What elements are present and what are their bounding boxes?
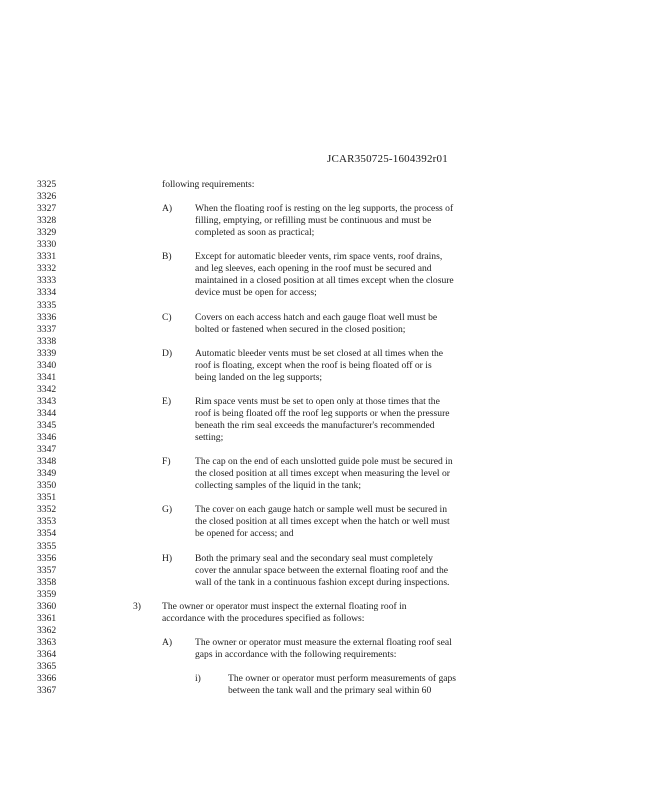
line-number: 3339	[37, 347, 57, 359]
line-text: maintained in a closed position at all times except when the closure	[195, 275, 454, 287]
line-number: 3345	[37, 420, 57, 431]
line-text: beneath the rim seal exceeds the manufacturer's recommended	[195, 420, 435, 431]
line-number: 3325	[37, 179, 57, 190]
line-number: 3343	[37, 395, 57, 407]
line-number: 3364	[37, 648, 57, 660]
line-text: cover the annular space between the external floating roof and the	[195, 564, 449, 576]
line-number: 3359	[37, 588, 57, 600]
line-text: being landed on the leg supports;	[195, 371, 323, 383]
line-number: 3365	[37, 661, 57, 672]
line-number: 3355	[37, 540, 57, 552]
line-text: Both the primary seal and the secondary seal must completely	[195, 552, 433, 564]
item-label: G)	[162, 504, 173, 516]
item-label: E)	[162, 395, 172, 407]
line-text: gaps in accordance with the following requirements:	[195, 648, 397, 660]
line-number: 3347	[37, 444, 57, 456]
line-number: 3348	[37, 456, 57, 468]
line-number: 3366	[37, 673, 57, 685]
line-number: 3362	[37, 624, 57, 636]
item-label: 3)	[133, 600, 141, 612]
line-text: completed as soon as practical;	[195, 227, 315, 239]
line-text: The owner or operator must perform measurements of gaps	[228, 673, 457, 685]
line-number: 3336	[37, 311, 57, 323]
line-number: 3346	[37, 432, 57, 444]
line-number: 3349	[37, 468, 57, 480]
line-number: 3326	[37, 191, 57, 203]
line-text: Except for automatic bleeder vents, rim space vents, roof drains,	[195, 251, 443, 263]
line-text: bolted or fastened when secured in the closed position;	[195, 323, 406, 335]
line-number: 3351	[37, 492, 57, 504]
item-label: H)	[162, 552, 173, 564]
line-text: and leg sleeves, each opening in the roof must be secured and	[195, 263, 432, 275]
line-number: 3358	[37, 576, 57, 588]
line-text: roof is floating, except when the roof is being floated off or is	[195, 359, 432, 371]
item-label: A)	[162, 203, 173, 215]
line-text: be opened for access; and	[195, 528, 294, 540]
line-number: 3363	[37, 636, 57, 648]
line-number: 3338	[37, 335, 57, 347]
line-text: collecting samples of the liquid in the tank;	[195, 480, 361, 492]
line-text: accordance with the procedures specified as follows:	[162, 612, 365, 624]
line-text: Automatic bleeder vents must be set closed at all times when the	[195, 347, 444, 359]
item-label: C)	[162, 311, 172, 323]
line-number: 3330	[37, 239, 57, 251]
item-label: B)	[162, 251, 172, 263]
line-text: Rim space vents must be set to open only at those times that the	[195, 395, 440, 407]
line-text: wall of the tank in a continuous fashion except during inspections.	[195, 576, 450, 588]
line-number: 3328	[37, 215, 57, 227]
line-number: 3350	[37, 480, 57, 492]
line-number: 3367	[37, 685, 57, 697]
line-number: 3332	[37, 263, 57, 275]
line-number: 3342	[37, 383, 57, 395]
line-number: 3360	[37, 600, 57, 612]
line-number: 3334	[37, 287, 57, 299]
line-text: device must be open for access;	[195, 287, 317, 299]
line-number: 3331	[37, 251, 57, 263]
item-label: i)	[195, 673, 201, 685]
item-label: A)	[162, 636, 173, 648]
line-number: 3333	[37, 275, 57, 287]
line-text: When the floating roof is resting on the leg supports, the process of	[195, 203, 454, 215]
line-text: The owner or operator must measure the external floating roof seal	[195, 636, 452, 648]
line-text: The owner or operator must inspect the external floating roof in	[162, 600, 407, 612]
line-number: 3357	[37, 564, 57, 576]
line-text: roof is being floated off the roof leg supports or when the pressure	[195, 407, 450, 419]
line-number: 3354	[37, 528, 57, 540]
line-number: 3352	[37, 504, 57, 516]
item-label: F)	[162, 456, 171, 468]
item-label: D)	[162, 347, 173, 359]
line-text: the closed position at all times except when the hatch or well must	[195, 516, 450, 528]
line-text: Covers on each access hatch and each gauge float well must be	[195, 311, 438, 323]
line-number: 3335	[37, 299, 57, 311]
document-id: JCAR350725-1604392r01	[327, 153, 448, 165]
line-text: The cap on the end of each unslotted guide pole must be secured in	[195, 456, 453, 468]
line-text: filling, emptying, or refilling must be continuous and must be	[195, 215, 432, 227]
line-number: 3341	[37, 371, 57, 383]
line-number: 3344	[37, 407, 57, 419]
line-text: between the tank wall and the primary seal within 60	[228, 685, 432, 697]
line-number: 3361	[37, 612, 57, 624]
line-number: 3340	[37, 359, 57, 371]
line-number: 3337	[37, 323, 57, 335]
line-number: 3356	[37, 552, 57, 564]
line-text: The cover on each gauge hatch or sample well must be secured in	[195, 504, 448, 516]
line-number: 3327	[37, 203, 57, 215]
line-text: setting;	[195, 432, 224, 444]
line-number: 3353	[37, 516, 57, 528]
line-text: following requirements:	[162, 179, 255, 190]
line-text: the closed position at all times except when measuring the level or	[195, 468, 450, 480]
line-number: 3329	[37, 227, 57, 239]
